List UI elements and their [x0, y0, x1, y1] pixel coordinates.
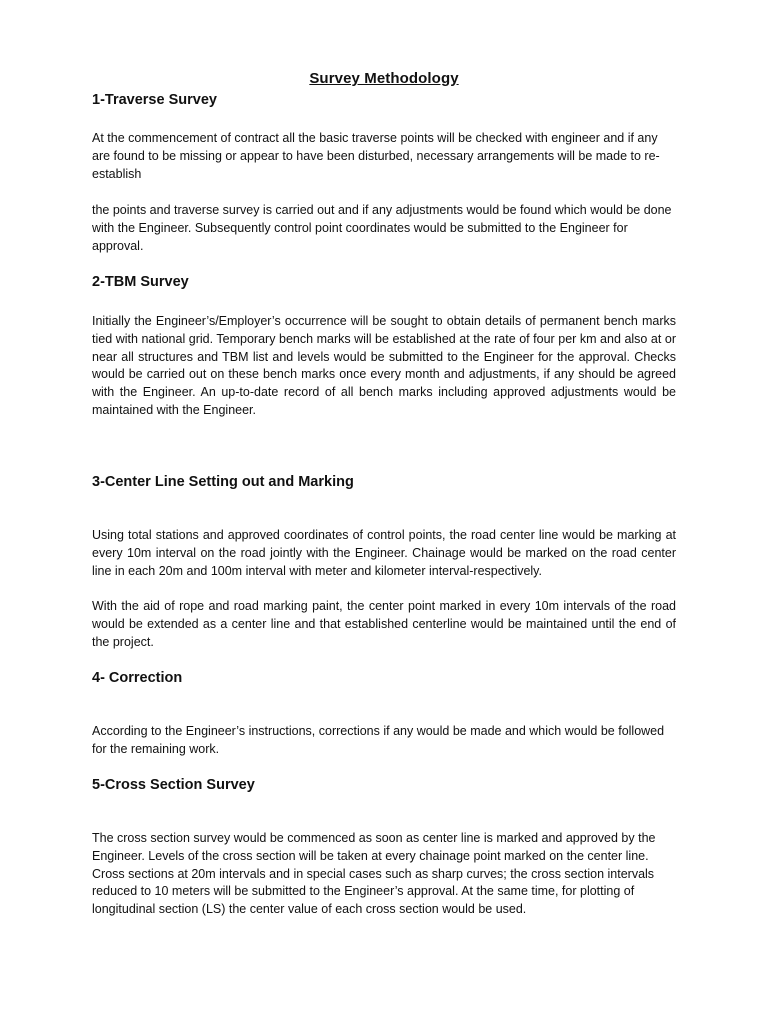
section-heading-tbm-survey: 2-TBM Survey: [92, 274, 189, 290]
section-heading-cross-section: 5-Cross Section Survey: [92, 777, 255, 793]
section-paragraph-traverse-2: the points and traverse survey is carried out and if any adjustments would be found which would be done with the Engineer. Subsequently control point coordinates would be submitted to the Engineer for approval.: [92, 203, 672, 253]
section-paragraph-center-line-1: Using total stations and approved coordinates of control points, the road center line would be marking at every 10m interval on the road jointly with the Engineer. Chainage would be marked on the road center line in each 20m and 100m interval with meter and kilometer interval-respectively.: [92, 528, 676, 578]
section-heading-correction: 4- Correction: [92, 670, 183, 686]
section-paragraph-tbm-1: Initially the Engineer’s/Employer’s occurrence will be sought to obtain details of permanent bench marks tied with national grid. Temporary bench marks will be established at the rate of four per km and also at or near all structures and TBM list and levels would be submitted to the Engineer for the approval. Checks would be carried out on these bench marks once every month and adjustments, if any should be agreed with the Engineer. An up-to-date record of all bench marks including approved adjustments would be maintained with the Engineer.: [92, 314, 676, 417]
section-paragraph-center-line-2: With the aid of rope and road marking paint, the center point marked in every 10m intervals of the road would be extended as a center line and that established centerline would be maintained until the end of the project.: [92, 599, 676, 649]
section-paragraph-correction-1: According to the Engineer’s instructions, corrections if any would be made and which would be followed for the remaining work.: [92, 724, 665, 756]
section-heading-center-line: 3-Center Line Setting out and Marking: [92, 474, 354, 490]
section-heading-traverse-survey: 1-Traverse Survey: [92, 92, 217, 108]
section-paragraph-traverse-1: At the commencement of contract all the basic traverse points will be checked with engineer and if any are found to be missing or appear to have been disturbed, necessary arrangements will be made to re-establish: [92, 131, 660, 181]
section-paragraph-cross-section-1: The cross section survey would be commenced as soon as center line is marked and approved by the Engineer. Levels of the cross section will be taken at every chainage point marked on the center line. Cross sections at 20m intervals and in special cases such as sharp curves; the cross section intervals reduced to 10 meters will be submitted to the Engineer’s approval. At the same time, for plotting of longitudinal section (LS) the center value of each cross section would be used.: [92, 831, 656, 917]
document-title: Survey Methodology: [309, 70, 459, 87]
